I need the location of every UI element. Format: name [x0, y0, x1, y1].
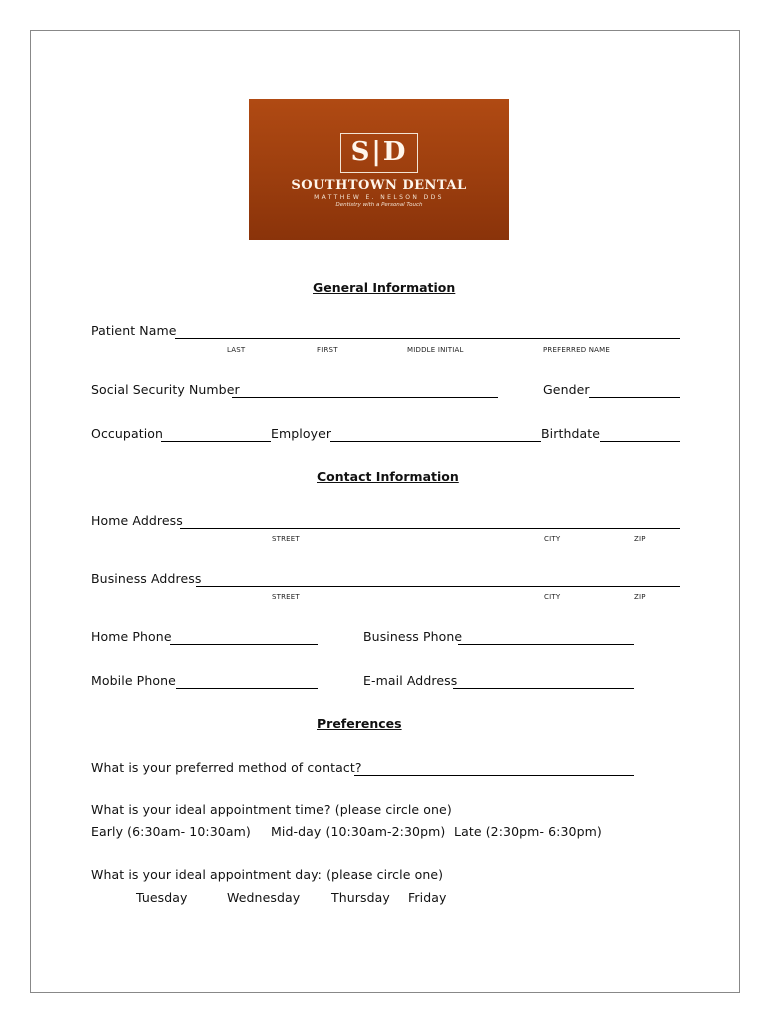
- employer-field[interactable]: [330, 441, 541, 442]
- birthdate-field[interactable]: [600, 441, 680, 442]
- time-option-late[interactable]: Late (2:30pm- 6:30pm): [454, 824, 602, 839]
- day-option-tuesday[interactable]: Tuesday: [136, 890, 188, 905]
- business-address-label: Business Address: [91, 571, 202, 586]
- home-address-label: Home Address: [91, 513, 183, 528]
- patient-name-field[interactable]: [175, 338, 680, 339]
- home-address-field[interactable]: [180, 528, 680, 529]
- contact-method-question: What is your preferred method of contact?: [91, 760, 362, 775]
- contact-method-field[interactable]: [354, 775, 634, 776]
- business-address-field[interactable]: [196, 586, 680, 587]
- home-city-caption: CITY: [544, 535, 561, 543]
- last-caption: LAST: [227, 346, 246, 354]
- business-city-caption: CITY: [544, 593, 561, 601]
- gender-field[interactable]: [589, 397, 680, 398]
- business-phone-label: Business Phone: [363, 629, 463, 644]
- email-field[interactable]: [453, 688, 634, 689]
- appointment-day-question: What is your ideal appointment day: (please circle one): [91, 867, 444, 882]
- brand-name: SOUTHTOWN DENTAL: [291, 178, 467, 193]
- mobile-phone-field[interactable]: [176, 688, 318, 689]
- middle-initial-caption: MIDDLE INITIAL: [407, 346, 464, 354]
- first-caption: FIRST: [317, 346, 338, 354]
- employer-label: Employer: [271, 426, 332, 441]
- home-zip-caption: ZIP: [634, 535, 646, 543]
- home-street-caption: STREET: [272, 535, 300, 543]
- gender-label: Gender: [543, 382, 590, 397]
- home-phone-label: Home Phone: [91, 629, 172, 644]
- business-street-caption: STREET: [272, 593, 300, 601]
- patient-name-label: Patient Name: [91, 323, 177, 338]
- ssn-label: Social Security Number: [91, 382, 240, 397]
- time-option-midday[interactable]: Mid-day (10:30am-2:30pm): [271, 824, 446, 839]
- time-option-early[interactable]: Early (6:30am- 10:30am): [91, 824, 251, 839]
- home-phone-field[interactable]: [170, 644, 318, 645]
- doctor-name: MATTHEW E. NELSON DDS: [314, 194, 444, 201]
- email-label: E-mail Address: [363, 673, 458, 688]
- mobile-phone-label: Mobile Phone: [91, 673, 176, 688]
- day-option-thursday[interactable]: Thursday: [331, 890, 390, 905]
- day-option-friday[interactable]: Friday: [408, 890, 447, 905]
- day-option-wednesday[interactable]: Wednesday: [227, 890, 301, 905]
- preferences-heading: Preferences: [317, 716, 402, 731]
- general-information-heading: General Information: [313, 280, 456, 295]
- contact-information-heading: Contact Information: [317, 469, 459, 484]
- business-phone-field[interactable]: [458, 644, 634, 645]
- sd-monogram: S|D: [340, 133, 418, 173]
- preferred-name-caption: PREFERRED NAME: [543, 346, 611, 354]
- ssn-field[interactable]: [232, 397, 498, 398]
- occupation-field[interactable]: [161, 441, 271, 442]
- tagline: Dentistry with a Personal Touch: [335, 202, 423, 208]
- appointment-time-question: What is your ideal appointment time? (please circle one): [91, 802, 452, 817]
- birthdate-label: Birthdate: [541, 426, 601, 441]
- southtown-dental-logo: [249, 99, 509, 240]
- occupation-label: Occupation: [91, 426, 164, 441]
- business-zip-caption: ZIP: [634, 593, 646, 601]
